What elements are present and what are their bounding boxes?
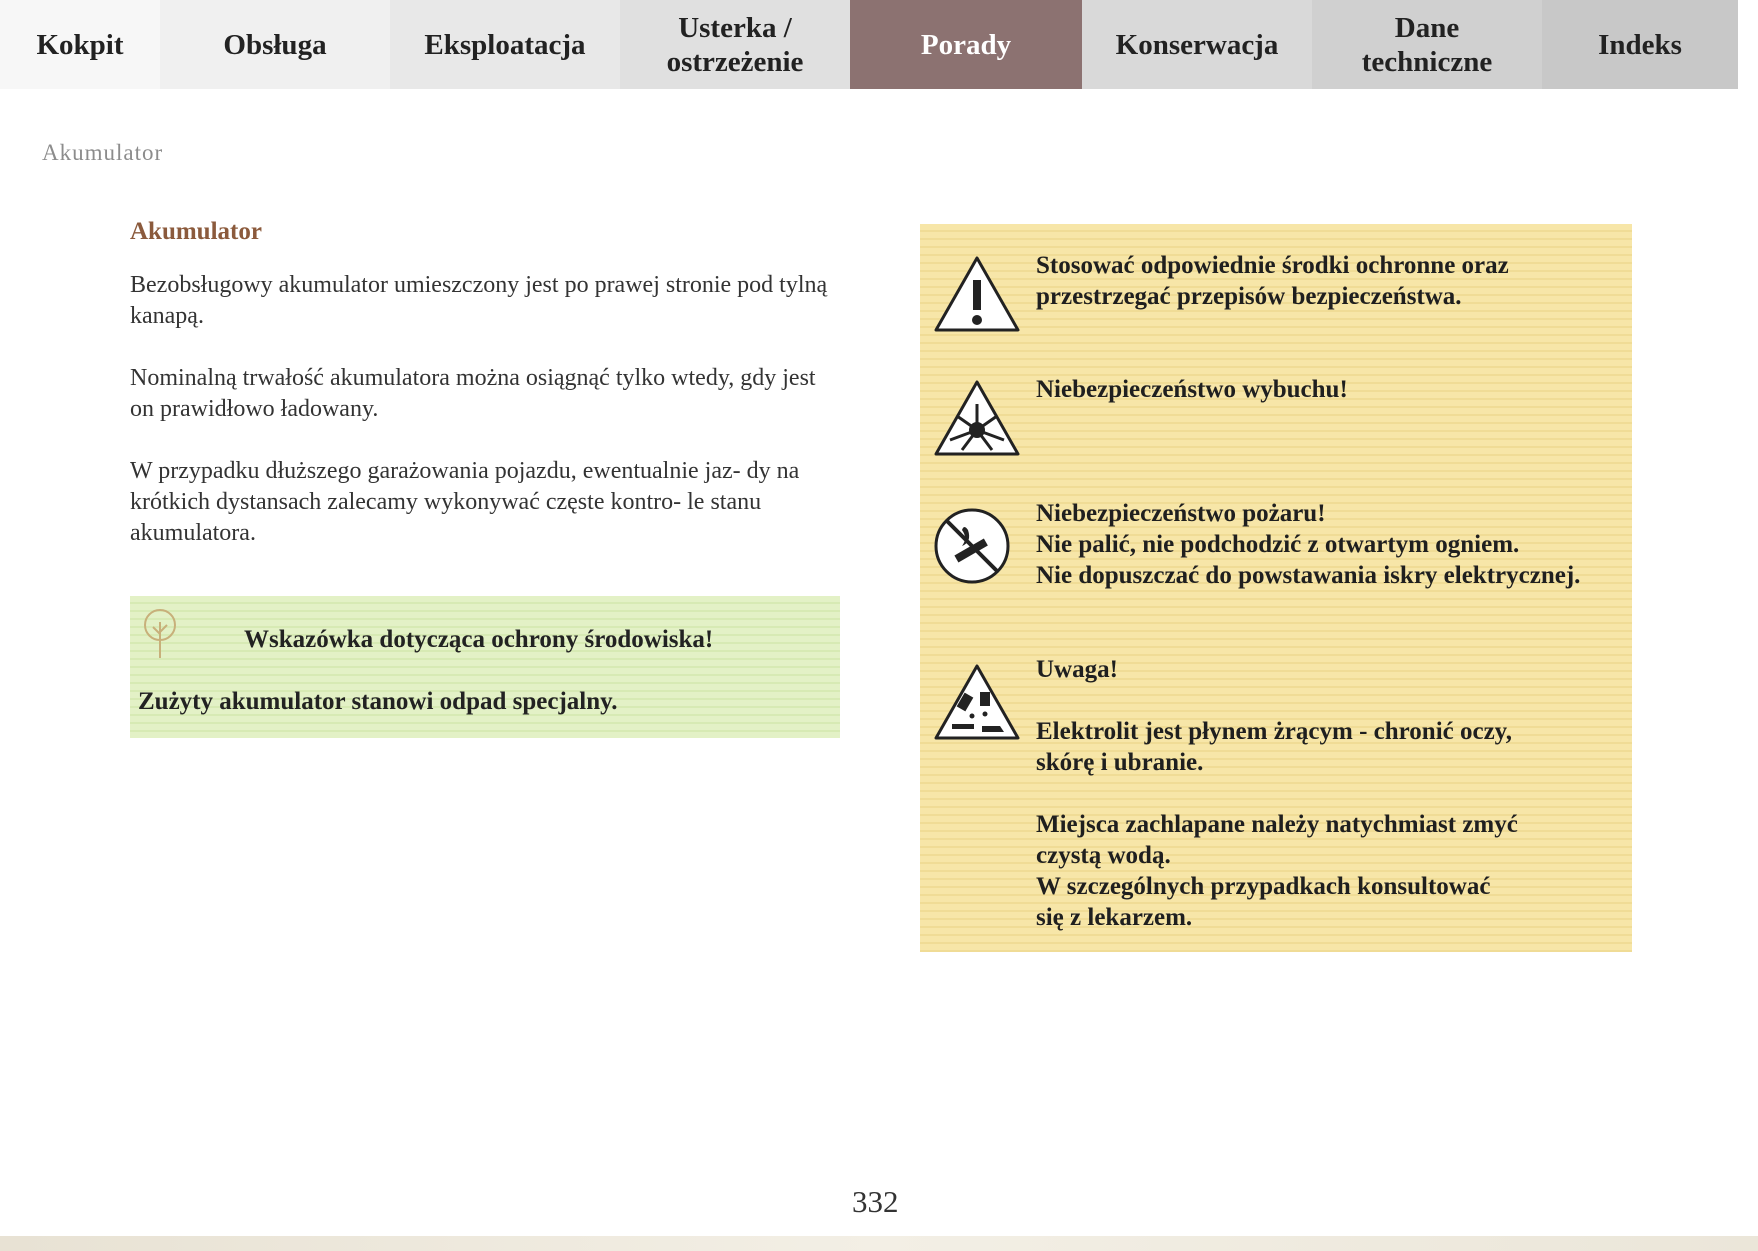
warning-line: skórę i ubranie. xyxy=(1036,749,1204,776)
environment-note-heading: Wskazówka dotycząca ochrony środowiska! xyxy=(244,626,714,653)
chapter-tab-bar xyxy=(0,0,1758,89)
environment-note xyxy=(130,596,840,738)
warning-line: czystą wodą. xyxy=(1036,842,1171,869)
warning-explosion xyxy=(1036,374,1348,405)
warning-line: Nie palić, nie podchodzić z otwartym ogniem. xyxy=(1036,531,1520,558)
paragraph-location: Bezobsługowy akumulator umieszczony jest po prawej stronie pod tylną kanapą. xyxy=(130,272,828,329)
warning-fire xyxy=(1036,498,1580,591)
page-title: Akumulator xyxy=(130,218,262,245)
corrosive-warning-icon xyxy=(932,662,1022,742)
warning-spacer xyxy=(1036,685,1518,716)
explosion-warning-icon xyxy=(932,378,1022,458)
tab-kokpit[interactable]: Kokpit xyxy=(0,0,160,89)
tab-konserwacja[interactable]: Konserwacja xyxy=(1082,0,1312,89)
tab-dane-techniczne[interactable]: Dane techniczne xyxy=(1312,0,1542,89)
paragraph-storage: W przypadku dłuższego garażowania pojazdu, ewentualnie jaz- dy na krótkich dystansach zalecamy wykonywać częste kontro- le stanu akumulatora. xyxy=(130,458,800,546)
warning-panel xyxy=(920,224,1632,952)
warning-spacer xyxy=(1036,778,1518,809)
warning-line: Nie dopuszczać do powstawania iskry elektrycznej. xyxy=(1036,562,1581,589)
tab-indeks[interactable]: Indeks xyxy=(1542,0,1738,89)
warning-line: W szczególnych przypadkach konsultować xyxy=(1036,873,1491,900)
paragraph-lifetime: Nominalną trwałość akumulatora można osiągnąć tylko wtedy, gdy jest on prawidłowo ładowany. xyxy=(130,365,816,422)
tab-obsluga[interactable]: Obsługa xyxy=(160,0,390,89)
warning-line: się z lekarzem. xyxy=(1036,904,1193,931)
warning-electrolyte xyxy=(1036,654,1518,933)
bottom-edge xyxy=(0,1236,1758,1251)
warning-line: przestrzegać przepisów bezpieczeństwa. xyxy=(1036,283,1462,310)
warning-line: Niebezpieczeństwo pożaru! xyxy=(1036,500,1326,527)
page-number: 332 xyxy=(852,1184,899,1219)
warning-line: Uwaga! xyxy=(1036,656,1118,683)
tab-eksploatacja[interactable]: Eksploatacja xyxy=(390,0,620,89)
tree-icon xyxy=(140,608,180,660)
warning-line: Stosować odpowiednie środki ochronne oraz xyxy=(1036,252,1509,279)
warning-protective-measures xyxy=(1036,250,1509,312)
tab-porady[interactable]: Porady xyxy=(850,0,1082,89)
tab-usterka-ostrzezenie[interactable]: Usterka / ostrzeżenie xyxy=(620,0,850,89)
environment-note-text: Zużyty akumulator stanowi odpad specjalny. xyxy=(138,688,618,715)
left-column xyxy=(130,218,842,580)
warning-line: Niebezpieczeństwo wybuchu! xyxy=(1036,376,1348,403)
general-warning-icon xyxy=(932,254,1022,334)
warning-line: Miejsca zachlapane należy natychmiast zmyć xyxy=(1036,811,1518,838)
section-header: Akumulator xyxy=(42,140,164,165)
no-fire-icon xyxy=(932,506,1012,586)
warning-line: Elektrolit jest płynem żrącym - chronić oczy, xyxy=(1036,718,1513,745)
